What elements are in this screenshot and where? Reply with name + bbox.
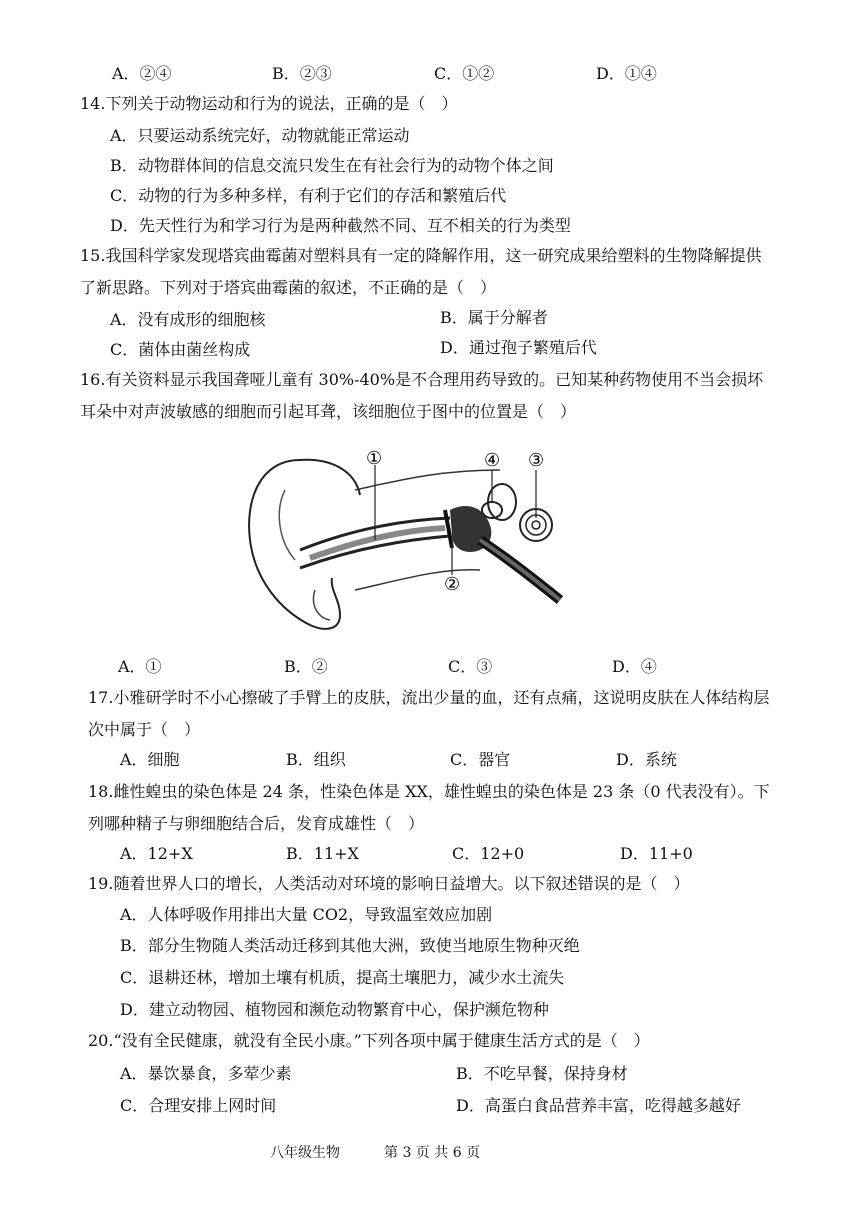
q16-option-b: B．② <box>284 657 328 676</box>
jaw-line <box>355 570 480 590</box>
q18-stem-line2: 列哪种精子与卵细胞结合后，发育成雄性（ ） <box>88 814 425 833</box>
q17-option-d: D．系统 <box>616 750 677 769</box>
q18-option-a: A．12+X <box>120 844 193 863</box>
q17-option-b: B．组织 <box>286 750 346 769</box>
footer-page-number: 第 3 页 共 6 页 <box>384 1145 481 1161</box>
q19-option-a: A．人体呼吸作用排出大量 CO2，导致温室效应加剧 <box>120 905 493 924</box>
q20-option-d: D．高蛋白食品营养丰富，吃得越多越好 <box>456 1096 741 1115</box>
q19-option-d: D．建立动物园、植物园和濒危动物繁育中心，保护濒危物种 <box>120 1000 549 1019</box>
q15-stem-line2: 了新思路。下列对于塔宾曲霉菌的叙述，不正确的是（ ） <box>80 278 497 297</box>
q15-option-d: D．通过孢子繁殖后代 <box>440 338 597 357</box>
q20-option-c: C．合理安排上网时间 <box>120 1096 277 1115</box>
q18-option-d: D．11+0 <box>620 844 693 863</box>
q14-option-b: B．动物群体间的信息交流只发生在有社会行为的动物个体之间 <box>110 156 554 175</box>
q14-option-d: D．先天性行为和学习行为是两种截然不同、互不相关的行为类型 <box>110 216 571 235</box>
ear-canal-fill <box>310 528 445 558</box>
q20-stem: 20.“没有全民健康，就没有全民小康。”下列各项中属于健康生活方式的是（ ） <box>88 1031 650 1050</box>
q17-stem-line2: 次中属于（ ） <box>88 720 201 739</box>
q18-stem-line1: 18.雌性蝗虫的染色体是 24 条，性染色体是 XX，雄性蝗虫的染色体是 23 条（0 代表没有）。下 <box>88 782 770 801</box>
q17-option-c: C．器官 <box>450 750 511 769</box>
q15-option-a: A．没有成形的细胞核 <box>110 310 266 329</box>
q19-option-c: C．退耕还林，增加土壤有机质，提高土壤肥力，减少水土流失 <box>120 968 565 987</box>
q13-option-c: C．①② <box>434 64 495 83</box>
q17-stem-line1: 17.小雅研学时不小心擦破了手臂上的皮肤，流出少量的血，还有点痛，这说明皮肤在人体结构层 <box>88 688 770 707</box>
auricle-outline <box>249 460 340 629</box>
q16-option-d: D．④ <box>612 657 657 676</box>
q16-stem-line1: 16.有关资料显示我国聋哑儿童有 30%-40%是不合理用药导致的。已知某种药物使用不当会损坏 <box>80 370 764 389</box>
q15-stem-line1: 15.我国科学家发现塔宾曲霉菌对塑料具有一定的降解作用，这一研究成果给塑料的生物降解提供 <box>80 246 762 265</box>
q15-option-c: C．菌体由菌丝构成 <box>110 340 251 359</box>
q18-option-c: C．12+0 <box>452 844 525 863</box>
q19-option-b: B．部分生物随人类活动迁移到其他大洲，致使当地原生物种灭绝 <box>120 936 580 955</box>
figure-label-4: ④ <box>484 450 501 471</box>
q20-option-a: A．暴饮暴食，多荤少素 <box>120 1064 292 1083</box>
q13-option-b: B．②③ <box>272 64 332 83</box>
earlobe <box>313 590 330 620</box>
q17-option-a: A．细胞 <box>120 750 180 769</box>
q16-option-a: A．① <box>118 657 162 676</box>
q16-stem-line2: 耳朵中对声波敏感的细胞而引起耳聋，该细胞位于图中的位置是（ ） <box>80 402 577 421</box>
q20-option-b: B．不吃早餐，保持身材 <box>456 1064 628 1083</box>
figure-label-2: ② <box>444 574 461 595</box>
figure-label-3: ③ <box>528 450 545 471</box>
q19-stem: 19.随着世界人口的增长，人类活动对环境的影响日益增大。以下叙述错误的是（ ） <box>88 874 690 893</box>
ear-diagram <box>240 440 570 640</box>
footer-subject: 八年级生物 <box>270 1145 340 1161</box>
q13-option-a: A．②④ <box>112 64 172 83</box>
q18-option-b: B．11+X <box>286 844 359 863</box>
q15-option-b: B．属于分解者 <box>440 308 548 327</box>
q14-option-c: C．动物的行为多种多样，有利于它们的存活和繁殖后代 <box>110 186 507 205</box>
q13-option-d: D．①④ <box>596 64 657 83</box>
q14-option-a: A．只要运动系统完好，动物就能正常运动 <box>110 126 410 145</box>
skull-line <box>355 470 500 490</box>
q16-option-c: C．③ <box>448 657 493 676</box>
q14-stem: 14.下列关于动物运动和行为的说法，正确的是（ ） <box>80 94 458 113</box>
auricle-top <box>300 460 360 495</box>
auricle-inner <box>279 490 295 560</box>
figure-label-1: ① <box>366 448 383 469</box>
